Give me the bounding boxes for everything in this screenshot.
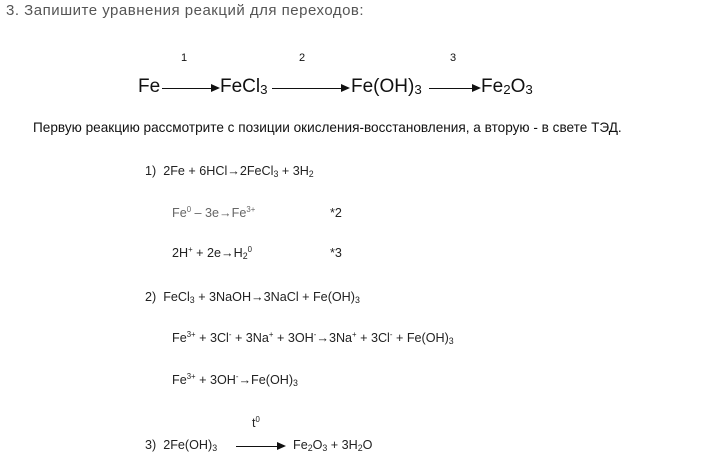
reaction-2: 2) FeCl$_3$ + 3NaOH→3NaCl + $Fe(OH)_3$: [145, 290, 360, 305]
reaction-number: 1): [145, 164, 157, 178]
reaction-1: 1) 2Fe + 6HCl→2FeCl$_3$ + $3H_2$: [145, 164, 314, 179]
step-number-3: 3: [450, 52, 457, 64]
instruction-text: Первую реакцию рассмотрите с позиции окисления-восстановления, а вторую - в свете ТЭД.: [33, 120, 622, 135]
reaction-number: 2): [145, 290, 157, 304]
reaction-3-left: 3) $2Fe(OH)_3$: [145, 438, 218, 453]
ionic-equation-short: $Fe^{3+} + 3OH^-\to Fe(OH)_3$: [172, 372, 298, 388]
ionic-equation-full: $Fe^{3+} + 3Cl^- + 3Na^+ + 3OH^-\to 3Na^+ + 3Cl^- + Fe(OH)_3$: [172, 330, 454, 346]
electron-balance-fe: $Fe^0 - 3e\to Fe^{3+}$: [172, 205, 256, 220]
electron-balance-fe-multiplier: *2: [330, 206, 342, 220]
reaction-3-arrow: [236, 446, 284, 447]
chain-arrow-2: [272, 88, 348, 89]
chain-fecl3: FeCl$_3$: [220, 76, 268, 97]
electron-balance-h-multiplier: *3: [330, 246, 342, 260]
chain-arrow-3: [429, 88, 479, 89]
step-number-1: 1: [181, 52, 188, 64]
chain-feoh3: $Fe(OH)_3$: [351, 76, 422, 97]
chain-arrow-1: [162, 88, 218, 89]
chain-fe2o3: $Fe_2O_3$: [481, 76, 533, 97]
reaction-3-right: $Fe_2O_3 + 3H_2O$: [293, 438, 373, 453]
electron-balance-h: $2H^+ + 2e\to H_2^0$: [172, 245, 252, 261]
heating-condition: $t^0$: [252, 415, 260, 430]
chain-fe: Fe: [138, 76, 161, 97]
step-number-2: 2: [299, 52, 306, 64]
reaction-number: 3): [145, 438, 157, 452]
task-title: 3. Запишите уравнения реакций для переходов:: [6, 2, 365, 19]
